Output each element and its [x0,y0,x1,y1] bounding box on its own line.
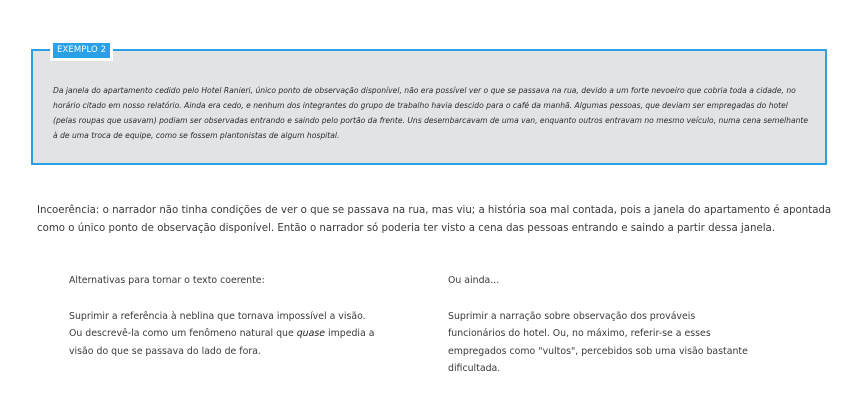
alternatives-text-after: impedia a visão do que se passava do lado de fora. [69,328,375,357]
incoherence-paragraph: Incoerência: o narrador não tinha condições de ver o que se passava na rua, mas viu; a história soa mal contada, pois a janela do apartamento é apontada como o único ponto de observação disponível. Então o narrador só poderia ter visto a cena das pessoas entrando e saindo a partir dessa janela. [37,205,832,234]
or-else-heading: Ou ainda... [448,275,500,286]
or-else-text: Suprimir a narração sobre observação dos prováveis funcionários do hotel. Ou, no máximo, referir-se a esses empregados como "vultos", percebidos sob uma visão bastante dificultada. [448,310,748,374]
alternatives-emphasis: quase [296,328,326,339]
alternatives-column [69,272,379,360]
example-tab-label: EXEMPLO 2 [53,43,110,58]
or-else-column [448,272,748,378]
alternatives-heading: Alternativas para tornar o texto coerente: [69,275,265,286]
example-box [31,45,827,165]
alternatives-text-before: Suprimir a referência à neblina que tornava impossível a visão. Ou descrevê-la como um fenômeno natural que [69,310,366,339]
alternatives-text [69,308,379,361]
example-text: Da janela do apartamento cedido pelo Hotel Ranieri, único ponto de observação disponível, não era possível ver o que se passava na rua, devido a um forte nevoeiro que cobria toda a cidade, no horário citado em nosso relatório. Ainda era cedo, e nenhum dos integrantes do grupo de trabalho havia descido para o café da manhã. Algumas pessoas, que deviam ser empregadas do hotel (pelas roupas que usavam) podiam ser observadas entrando e saindo pelo portão da frente. Uns desembarcavam de uma van, enquanto outros entravam no mesmo veículo, numa cena semelhante à de uma troca de equipe, como se fossem plantonistas de algum hospital. [53,86,809,140]
